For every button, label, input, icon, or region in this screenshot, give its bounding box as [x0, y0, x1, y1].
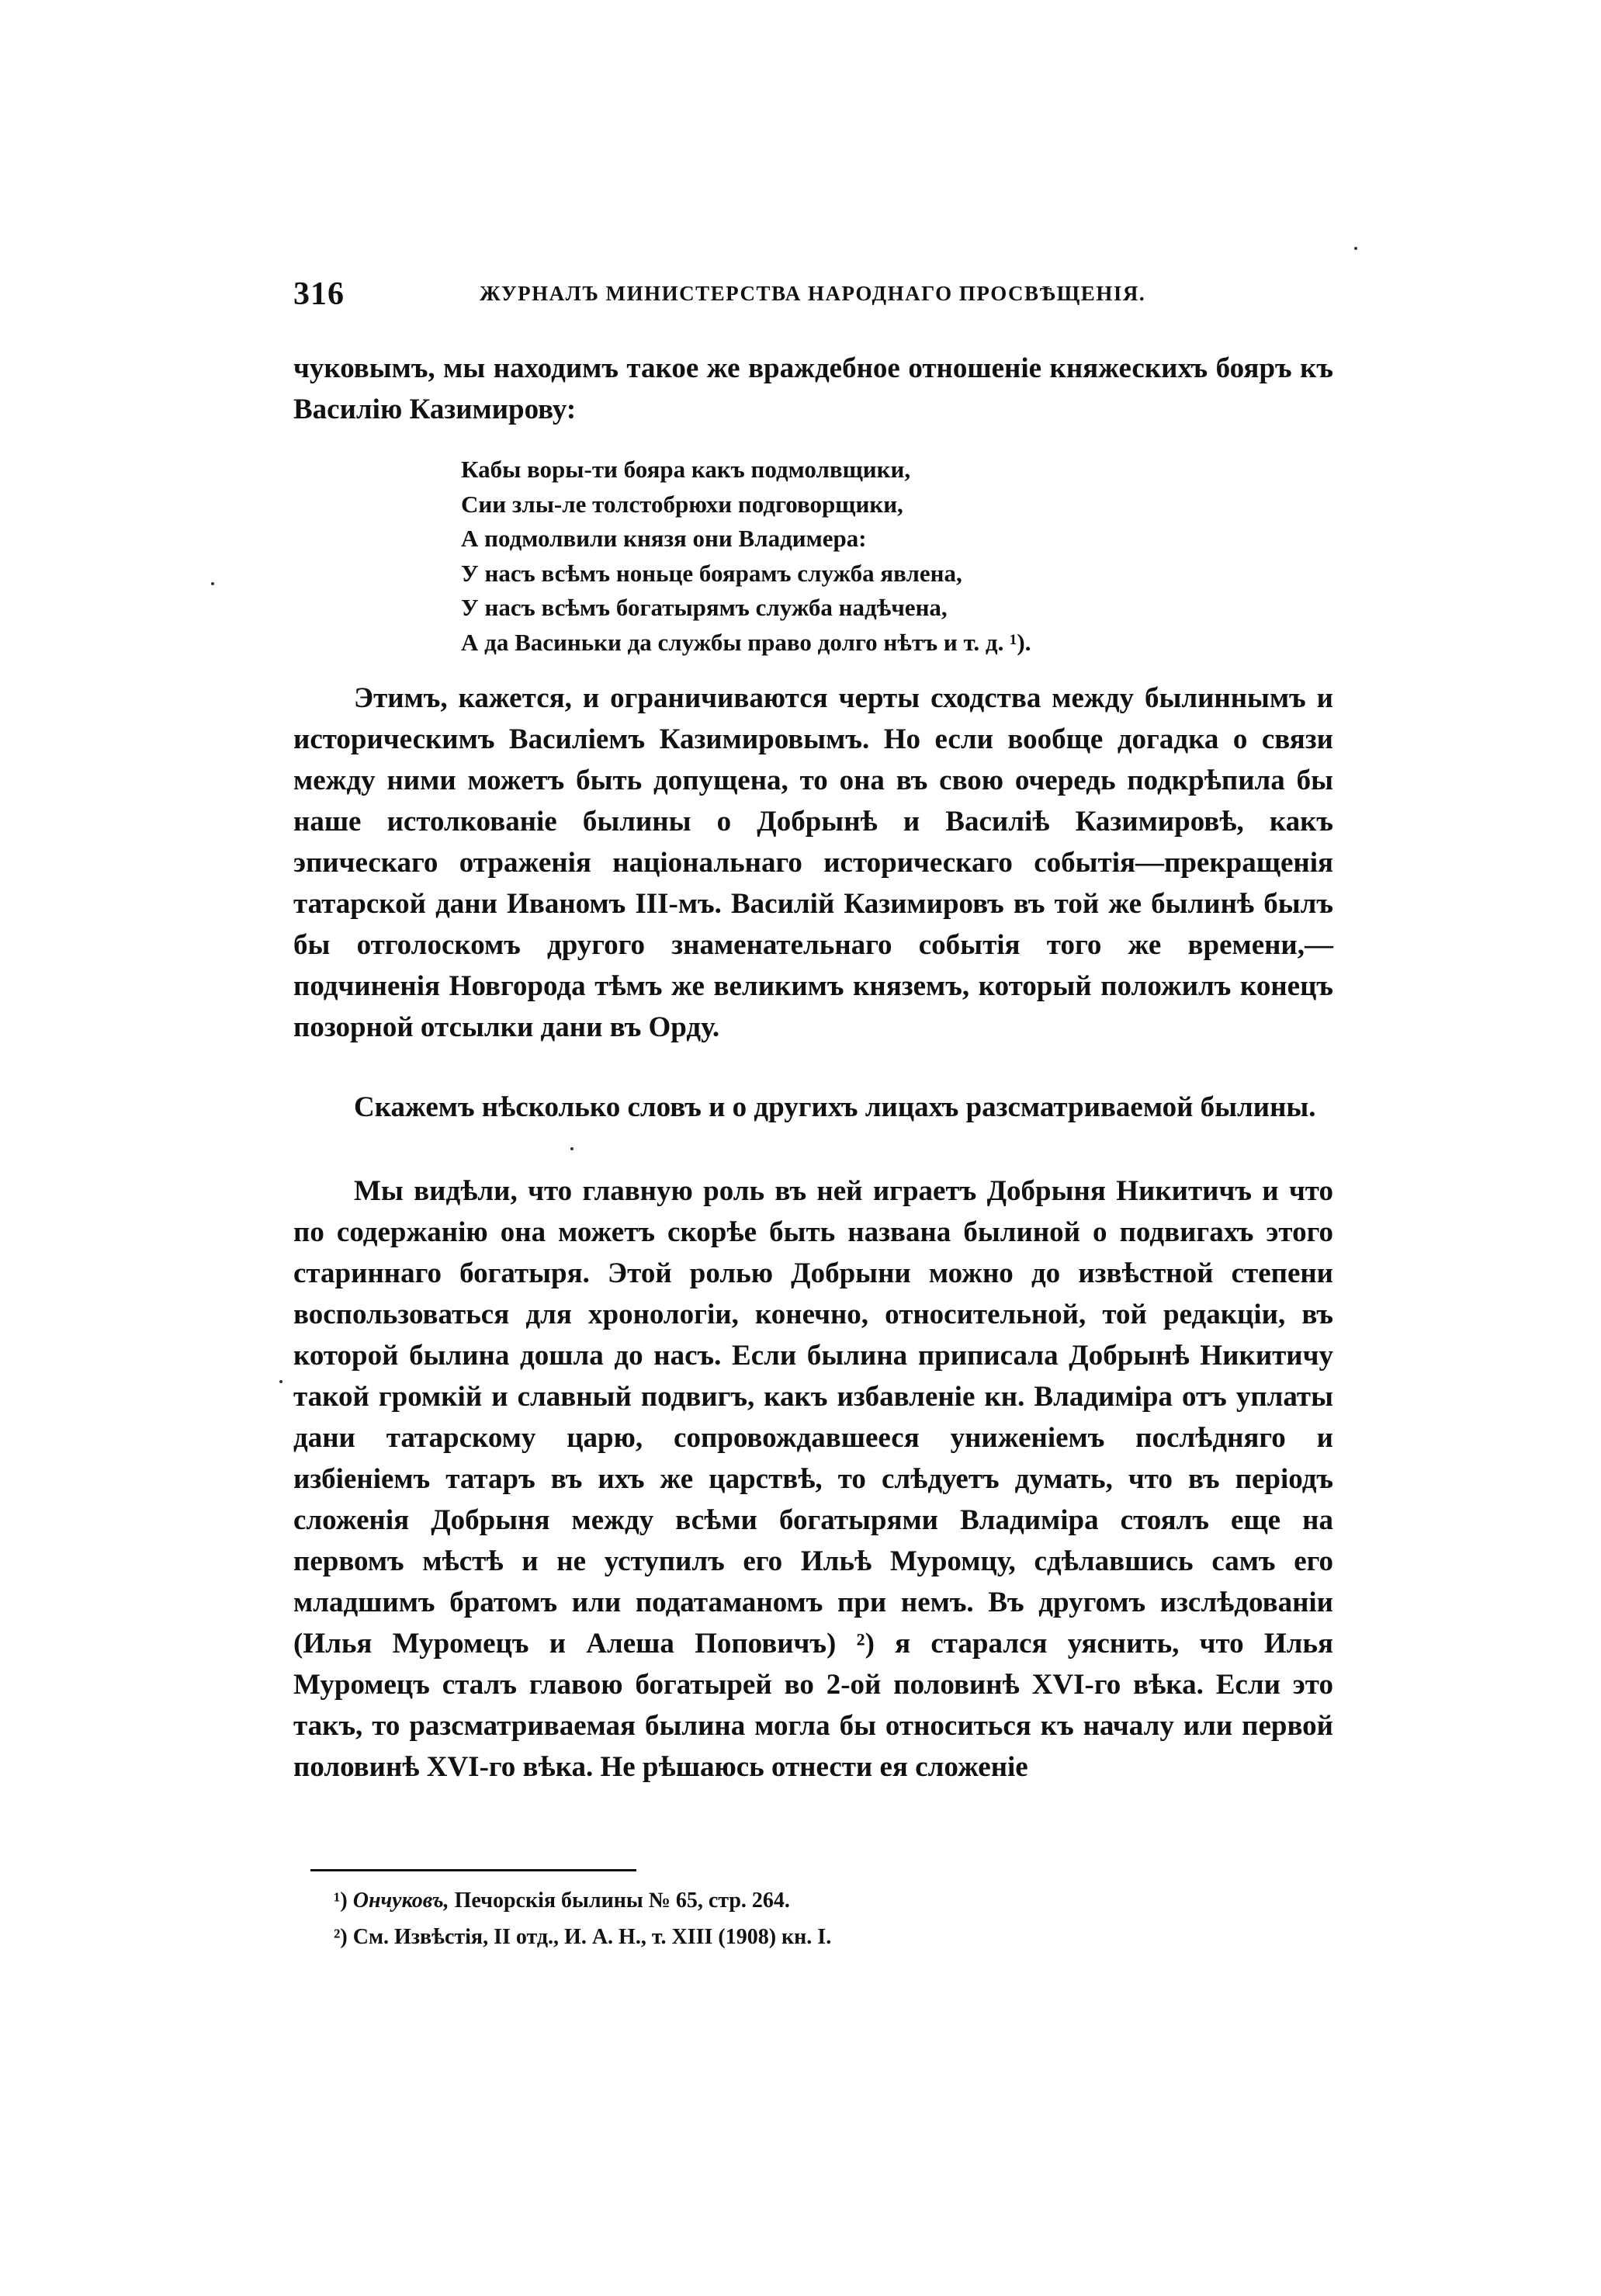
verse-line: У насъ всѣмъ ноньце боярамъ служба явлена,	[461, 559, 962, 587]
footnote-1	[334, 1882, 1265, 1919]
verse-line: Сии злы-ле толстобрюхи подговорщики,	[461, 490, 903, 518]
page-header	[293, 276, 1333, 322]
verse-line: А да Васиньки да службы право долго нѣтъ и т. д. ¹).	[461, 628, 1031, 656]
verse-line: У насъ всѣмъ богатырямъ служба надѣчена,	[461, 594, 948, 622]
footnote-text: См. Извѣстія, II отд., И. А. Н., т. XIII (1908) кн. I.	[352, 1925, 832, 1949]
footnote-separator	[310, 1869, 636, 1871]
running-title: ЖУРНАЛЪ МИНИСТЕРСТВА НАРОДНАГО ПРОСВѢЩЕНІЯ.	[480, 282, 1146, 305]
scan-speck	[279, 1380, 282, 1383]
verse-quotation	[461, 453, 1299, 661]
page-number: 316	[293, 276, 345, 312]
footnote-mark: ¹)	[334, 1888, 348, 1913]
paragraph-dobrynya-role: Мы видѣли, что главную роль въ ней играетъ Добрыня Никитичъ и что по содержанію она можетъ скорѣе быть названа былиной о подвигахъ этого стариннаго богатыря. Этой ролью Добрыни можно до извѣстной степени воспользоваться для хронологіи, конечно, относительной, той редакціи, въ которой былина дошла до насъ. Если былина приписала Добрынѣ Никитичу такой громкій и славный подвигъ, какъ избавленіе кн. Владиміра отъ уплаты дани татарскому царю, сопровождавшееся униженіемъ послѣдняго и избіеніемъ татаръ въ ихъ же царствѣ, то слѣдуетъ думать, что въ періодъ сложенія Добрыня между всѣми богатырями Владиміра стоялъ еще на первомъ мѣстѣ и не уступилъ его Ильѣ Муромцу, сдѣлавшись самъ его младшимъ братомъ или податаманомъ при немъ. Въ другомъ изслѣдованіи (Илья Муромецъ и Алеша Поповичъ) ²) я старался уяснить, что Илья Муромецъ сталъ главою богатырей во 2-ой половинѣ XVI-го вѣка. Если это такъ, то разсматриваемая былина могла бы относиться къ началу или первой половинѣ XVI-го вѣка. Не рѣшаюсь отнести ея сложеніе	[293, 1175, 1333, 1783]
scan-speck	[1354, 247, 1357, 250]
scan-speck	[211, 582, 214, 585]
scan-speck	[570, 1147, 574, 1150]
footnote-mark: ²)	[334, 1925, 348, 1949]
footnote-author: Ончуковъ,	[352, 1888, 449, 1913]
paragraph-similarity: Этимъ, кажется, и ограничиваются черты сходства между былиннымъ и историческимъ Василіемъ Казимировымъ. Но если вообще догадка о связи между ними можетъ быть допущена, то она въ свою очередь подкрѣпила бы наше истолкованіе былины о Добрынѣ и Василіѣ Казимировѣ, какъ эпическаго отраженія національнаго историческаго событія—прекращенія татарской дани Иваномъ III-мъ. Василій Казимировъ въ той же былинѣ былъ бы отголоскомъ другого знаменательнаго событія того же времени,—подчиненія Новгорода тѣмъ же великимъ княземъ, который положилъ конецъ позорной отсылки дани въ Орду.	[293, 682, 1333, 1043]
verse-line: А подмолвили князя они Владимера:	[461, 525, 867, 553]
paragraph-intro: чуковымъ, мы находимъ такое же враждебное отношеніе княжескихъ бояръ къ Василію Казимирову:	[293, 352, 1333, 425]
paragraph-other-persons: Скажемъ нѣсколько словъ и о другихъ лицахъ разсматриваемой былины.	[354, 1091, 1316, 1123]
footnote-2	[334, 1919, 1265, 1955]
footnote-text: Печорскія былины № 65, стр. 264.	[454, 1888, 790, 1913]
verse-line: Кабы воры-ти бояра какъ подмолвщики,	[461, 456, 911, 483]
footnotes	[334, 1882, 1265, 1955]
